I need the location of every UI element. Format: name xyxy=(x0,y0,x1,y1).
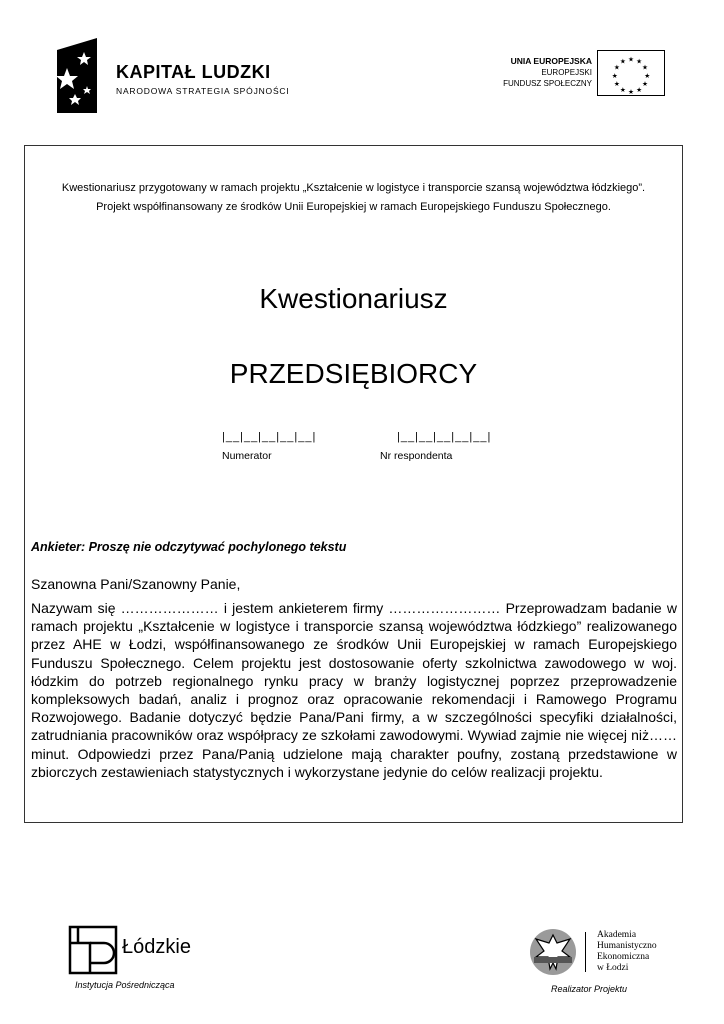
ahe-name xyxy=(597,930,657,974)
ahe-line-4: w Łodzi xyxy=(597,963,629,973)
kapital-ludzki-title: KAPITAŁ LUDZKI xyxy=(116,62,271,82)
svg-text:★: ★ xyxy=(644,71,651,80)
eu-line2: EUROPEJSKI xyxy=(541,68,592,77)
implementer-caption: Realizator Projektu xyxy=(551,984,628,994)
ahe-eagle-logo-icon xyxy=(526,927,580,977)
svg-text:★: ★ xyxy=(619,85,626,94)
numerator-field[interactable]: |__|__|__|__|__| xyxy=(222,431,317,443)
eu-line1: UNIA EUROPEJSKA xyxy=(510,56,592,66)
form-title: Kwestionariusz xyxy=(259,283,448,314)
intermediary-caption: Instytucja Pośrednicząca xyxy=(75,980,175,990)
introduction-paragraph: Nazywam się ………………… i jestem ankieterem firmy …………………… Przeprowadzam badanie w ramach projektu „Kształcenie w logistyce i transporcie szansą województwa łódzkiego” realizowanego przez AHE w Łodzi, współfinansowanego ze środków Unii Europejskiej w ramach Europejskiego Funduszu Społecznego. Celem projektu jest dostosowanie oferty szkolnictwa zawodowego w woj. łódzkim do potrzeb regionalnego rynku pracy w branży logistycznej poprzez przeprowadzenie kompleksowych badań, analiz i prognoz oraz opracowanie rekomendacji i Ramowego Programu Rozwojowego. Badanie dotyczyć będzie Pana/Pani firmy, a w szczególności specyfiki działalności, zatrudniania pracowników oraz współpracy ze szkołami zawodowymi. Wywiad zajmie nie więcej niż…… minut. Odpowiedzi przez Pana/Panią udzielone mają charakter poufny, zostaną przedstawione w zbiorczych zestawieniach statystycznych i wykorzystane jedynie do celów realizacji projektu. xyxy=(31,600,677,780)
numerator-label: Numerator xyxy=(222,450,272,462)
ahe-line-1: Akademia xyxy=(597,930,637,940)
svg-text:★: ★ xyxy=(613,79,620,88)
eu-flag-icon xyxy=(597,50,665,96)
svg-text:★: ★ xyxy=(619,57,626,66)
eu-line3: FUNDUSZ SPOŁECZNY xyxy=(503,79,592,88)
ahe-line-2: Humanistyczno xyxy=(597,941,657,951)
greeting: Szanowna Pani/Szanowny Panie, xyxy=(31,576,241,592)
svg-text:★: ★ xyxy=(642,79,649,88)
svg-text:★: ★ xyxy=(636,57,643,66)
svg-text:★: ★ xyxy=(628,88,634,96)
intro-line-2: Projekt współfinansowany ze środków Unii Europejskiej w ramach Europejskiego Funduszu Społecznego. xyxy=(96,201,611,213)
form-subtitle: PRZEDSIĘBIORCY xyxy=(229,358,478,389)
intro-line-1: Kwestionariusz przygotowany w ramach projektu „Kształcenie w logistyce i transporcie szansą województwa łódzkiego”. xyxy=(61,182,646,194)
svg-text:★: ★ xyxy=(613,63,620,72)
kapital-ludzki-subtitle: NARODOWA STRATEGIA SPÓJNOŚCI xyxy=(116,86,290,96)
eu-logo-block xyxy=(497,50,667,98)
svg-text:★: ★ xyxy=(642,63,649,72)
svg-text:★: ★ xyxy=(636,85,643,94)
respondent-number-field[interactable]: |__|__|__|__|__| xyxy=(397,431,492,443)
svg-text:★: ★ xyxy=(611,71,618,80)
svg-text:★: ★ xyxy=(628,55,634,64)
kapital-ludzki-logo-icon xyxy=(57,38,97,113)
ahe-line-3: Ekonomiczna xyxy=(597,952,650,962)
interviewer-instruction: Ankieter: Proszę nie odczytywać pochylonego tekstu xyxy=(31,540,347,554)
ahe-divider xyxy=(585,932,586,972)
intro-text xyxy=(26,179,681,217)
eu-logo-text xyxy=(497,56,592,89)
lodzkie-logo-icon xyxy=(68,925,118,975)
respondent-number-label: Nr respondenta xyxy=(380,450,453,462)
lodzkie-name: Łódzkie xyxy=(122,936,191,958)
